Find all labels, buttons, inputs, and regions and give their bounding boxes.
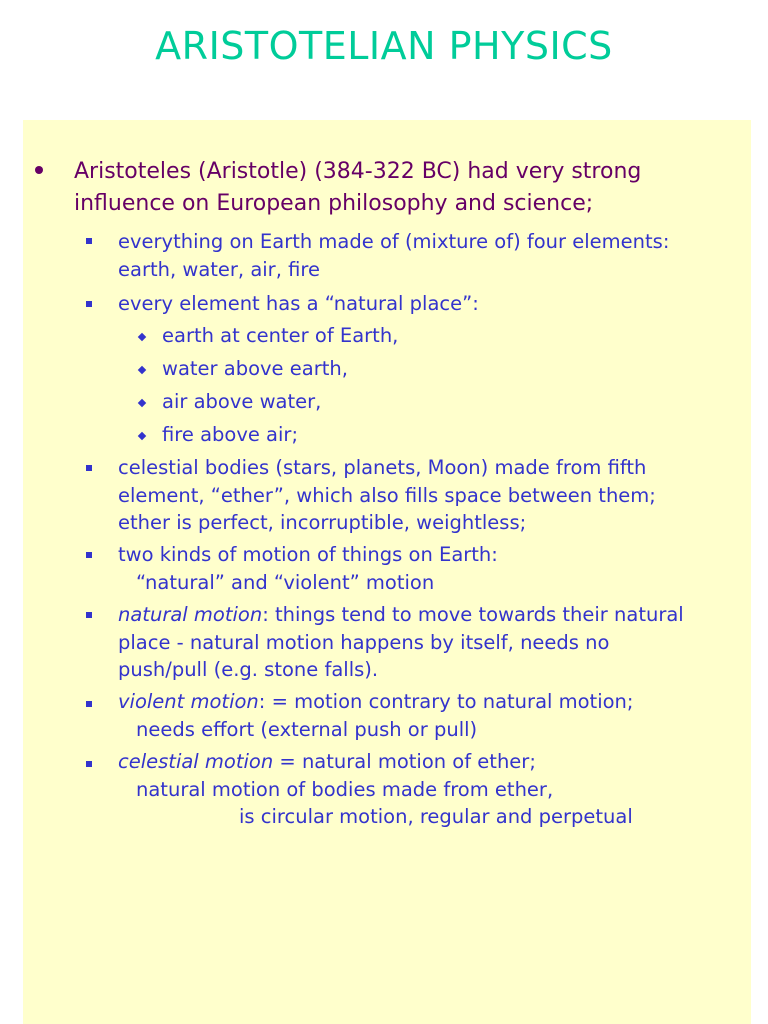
square-bullet-icon (86, 301, 92, 307)
diamond-bullet-icon (138, 432, 146, 440)
point-two-kinds (118, 541, 743, 596)
point-line: ether is perfect, incorruptible, weightless; (118, 511, 527, 534)
point-line: element, “ether”, which also fills space between them; (118, 483, 656, 507)
point-line: celestial bodies (stars, planets, Moon) made from fifth (118, 456, 647, 479)
square-bullet-icon (86, 761, 92, 767)
main-point-line: Aristoteles (Aristotle) (384-322 BC) had very strong (74, 159, 642, 184)
point-line: natural motion of bodies made from ether, (136, 777, 554, 801)
square-bullet-icon (86, 552, 92, 558)
point-celestial-motion (118, 748, 743, 831)
natural-place-item: fire above air; (162, 423, 299, 446)
diamond-bullet-icon (138, 366, 146, 374)
point-line: place - natural motion happens by itself, needs no (118, 630, 610, 654)
point-line (118, 601, 743, 629)
point-line-rest: : things tend to move towards their natural (262, 603, 684, 626)
point-line: push/pull (e.g. stone falls). (118, 658, 379, 681)
point-natural-place (118, 290, 743, 318)
point-line: everything on Earth made of (mixture of) four elements: (118, 230, 670, 253)
point-line: is circular motion, regular and perpetual (239, 805, 633, 828)
square-bullet-icon (86, 465, 92, 471)
term-celestial-motion: celestial motion (118, 750, 274, 773)
natural-place-item: air above water, (162, 390, 322, 413)
square-bullet-icon (86, 238, 92, 244)
point-elements (118, 228, 743, 283)
term-violent-motion: violent motion (118, 690, 259, 713)
point-celestial-bodies (118, 454, 743, 537)
natural-place-item: water above earth, (162, 357, 348, 380)
slide-title: ARISTOTELIAN PHYSICS (155, 24, 613, 68)
point-line: every element has a “natural place”: (118, 292, 479, 315)
point-line: needs effort (external push or pull) (136, 717, 478, 741)
main-point-line: influence on European philosophy and science; (74, 191, 594, 216)
point-line-rest: : = motion contrary to natural motion; (258, 690, 634, 713)
point-line: two kinds of motion of things on Earth: (118, 543, 498, 566)
point-line: “natural” and “violent” motion (136, 570, 435, 594)
content-panel (23, 120, 751, 1024)
point-line-rest: = natural motion of ether; (273, 750, 536, 773)
natural-place-item: earth at center of Earth, (162, 324, 399, 347)
square-bullet-icon (86, 612, 92, 618)
point-line (118, 688, 743, 716)
sub-points-list (23, 120, 751, 1024)
term-natural-motion: natural motion (118, 603, 263, 626)
square-bullet-icon (86, 701, 92, 707)
point-violent-motion (118, 688, 743, 743)
diamond-bullet-icon (138, 333, 146, 341)
point-natural-motion (118, 601, 743, 684)
point-line: earth, water, air, fire (118, 257, 320, 281)
point-line (118, 748, 743, 776)
diamond-bullet-icon (138, 399, 146, 407)
